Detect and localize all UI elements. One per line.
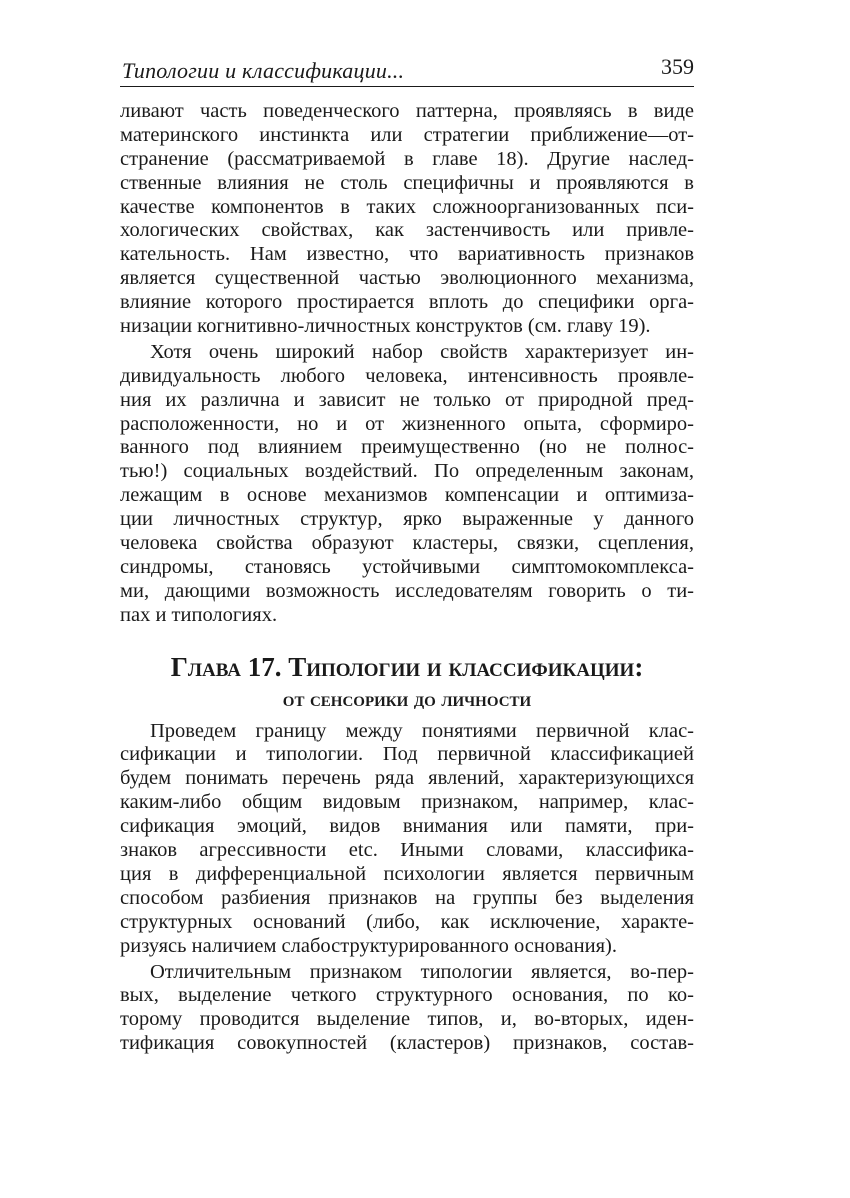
text-line: дивидуальность любого человека, интенсивность проявле- <box>120 364 694 387</box>
text-line: знаков агрессивности etc. Иными словами, классифика- <box>120 839 694 862</box>
text-line: хологических свойствах, как застенчивость или привле- <box>120 219 694 242</box>
text-line: человека свойства образуют кластеры, связки, сцепления, <box>120 532 694 555</box>
paragraph <box>120 720 694 959</box>
header-rule <box>120 86 694 87</box>
text-line: странение (рассматриваемой в главе 18). Другие наслед- <box>120 147 694 170</box>
text-line: качестве компонентов в таких сложноорганизованных пси- <box>120 195 694 218</box>
text-line: влияние которого простирается вплоть до специфики орга- <box>120 291 694 314</box>
text-line: ризуясь наличием слабоструктурированного основания). <box>120 934 617 957</box>
text-line: тификация совокупностей (кластеров) признаков, состав- <box>120 1032 694 1055</box>
text-line: ции личностных структур, ярко выраженные у данного <box>120 508 694 531</box>
text-line: пах и типологиях. <box>120 603 278 626</box>
text-line: Отличительным признаком типологии является, во-пер- <box>150 960 694 983</box>
text-line: вых, выделение четкого структурного основания, по ко- <box>120 984 694 1007</box>
text-line: ция в дифференциальной психологии является первичным <box>120 862 694 885</box>
text-line: тью!) социальных воздействий. По определенным законам, <box>120 460 694 483</box>
text-line: ванного под влиянием преимущественно (но не полнос- <box>120 436 694 459</box>
running-header <box>120 52 694 86</box>
text-line: является существенной частью эволюционного механизма, <box>120 267 694 290</box>
text-line: ственные влияния не столь специфичны и проявляются в <box>120 171 694 194</box>
text-line: ливают часть поведенческого паттерна, проявляясь в виде <box>120 100 694 122</box>
text-line: кательность. Нам известно, что вариативность признаков <box>120 243 694 266</box>
page-number: 359 <box>661 54 694 79</box>
text-line: структурных оснований (либо, как исключение, характе- <box>120 910 694 933</box>
text-line: Хотя очень широкий набор свойств характеризует ин- <box>150 340 694 363</box>
text-line: будем понимать перечень ряда явлений, характеризующихся <box>120 767 694 790</box>
text-line: каким-либо общим видовым признаком, например, клас- <box>120 791 694 814</box>
paragraph <box>120 100 694 339</box>
text-line: Проведем границу между понятиями первичной клас- <box>150 719 694 742</box>
text-line: ния их различна и зависит не только от природной пред- <box>120 388 694 411</box>
text-line: способом разбиения признаков на группы без выделения <box>120 886 694 909</box>
text-line: лежащим в основе механизмов компенсации и оптимиза- <box>120 484 694 507</box>
text-line: синдромы, становясь устойчивыми симптомокомплекса- <box>120 555 694 578</box>
body-text <box>120 100 694 1056</box>
running-title: Типологии и классификации... <box>122 58 405 83</box>
text-line: расположенности, но и от жизненного опыта, сформиро- <box>120 412 694 435</box>
paragraph <box>120 341 694 628</box>
text-line: торому проводится выделение типов, и, во-вторых, иден- <box>120 1008 694 1031</box>
text-line: материнского инстинкта или стратегии приближение—от- <box>120 123 694 146</box>
chapter-subtitle: от сенсорики до личности <box>282 685 532 711</box>
text-line: сификация эмоций, видов внимания или памяти, при- <box>120 815 694 838</box>
chapter-heading <box>120 650 694 714</box>
text-line: сификации и типологии. Под первичной классификацией <box>120 743 694 766</box>
text-line: ми, дающими возможность исследователям говорить о ти- <box>120 579 694 602</box>
book-page <box>120 52 694 1058</box>
text-line: низации когнитивно-личностных конструктов (см. главу 19). <box>120 315 651 338</box>
paragraph <box>120 961 694 1057</box>
chapter-title: Глава 17. Типологии и классификации: <box>170 651 644 682</box>
